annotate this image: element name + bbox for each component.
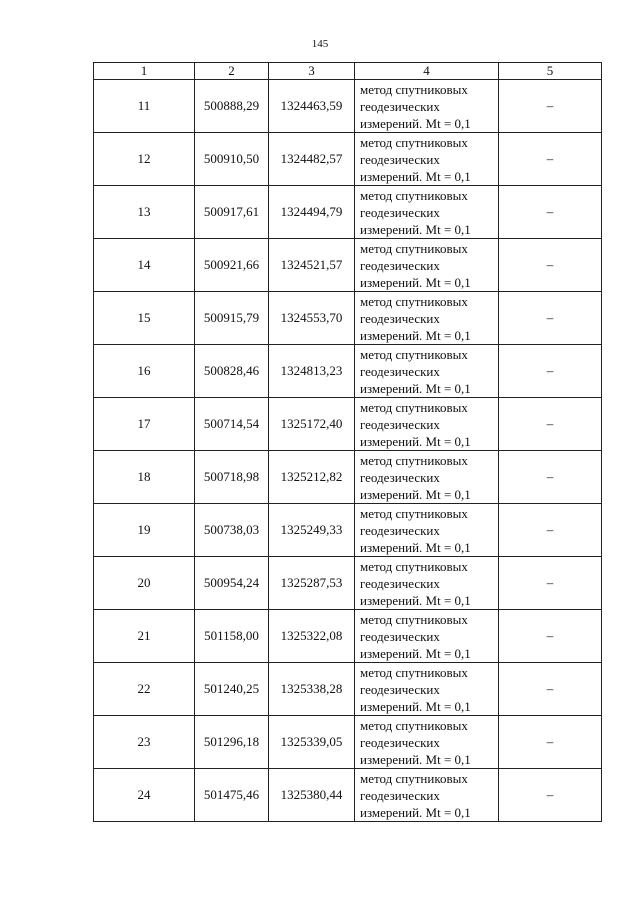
- method-line: измерений. Mt = 0,1: [360, 592, 471, 608]
- point-number-cell: 16: [94, 345, 195, 398]
- method-cell: [355, 716, 499, 769]
- header-cell-2: 2: [195, 63, 269, 80]
- method-cell: [355, 610, 499, 663]
- coordinates-table: [93, 62, 602, 822]
- method-line: измерений. Mt = 0,1: [360, 327, 471, 343]
- x-coordinate-cell: 500954,24: [195, 557, 269, 610]
- method-line: метод спутниковых: [360, 240, 468, 256]
- y-coordinate-cell: 1325212,82: [269, 451, 355, 504]
- method-cell: [355, 504, 499, 557]
- method-line: измерений. Mt = 0,1: [360, 645, 471, 661]
- point-number-cell: 21: [94, 610, 195, 663]
- note-cell: –: [499, 133, 602, 186]
- method-line: измерений. Mt = 0,1: [360, 168, 471, 184]
- method-line: геодезических: [360, 787, 440, 803]
- note-cell: –: [499, 557, 602, 610]
- note-cell: –: [499, 292, 602, 345]
- x-coordinate-cell: 500828,46: [195, 345, 269, 398]
- table-row: [94, 451, 602, 504]
- method-line: измерений. Mt = 0,1: [360, 539, 471, 555]
- x-coordinate-cell: 500917,61: [195, 186, 269, 239]
- method-line: геодезических: [360, 204, 440, 220]
- method-line: метод спутниковых: [360, 452, 468, 468]
- y-coordinate-cell: 1324521,57: [269, 239, 355, 292]
- method-line: измерений. Mt = 0,1: [360, 486, 471, 502]
- method-cell: [355, 663, 499, 716]
- method-line: измерений. Mt = 0,1: [360, 698, 471, 714]
- point-number-cell: 17: [94, 398, 195, 451]
- y-coordinate-cell: 1325287,53: [269, 557, 355, 610]
- method-line: геодезических: [360, 257, 440, 273]
- header-cell-1: 1: [94, 63, 195, 80]
- method-line: метод спутниковых: [360, 346, 468, 362]
- method-cell: [355, 345, 499, 398]
- x-coordinate-cell: 500738,03: [195, 504, 269, 557]
- note-cell: –: [499, 716, 602, 769]
- note-cell: –: [499, 186, 602, 239]
- table-row: [94, 345, 602, 398]
- y-coordinate-cell: 1324813,23: [269, 345, 355, 398]
- x-coordinate-cell: 500915,79: [195, 292, 269, 345]
- y-coordinate-cell: 1325249,33: [269, 504, 355, 557]
- header-cell-5: 5: [499, 63, 602, 80]
- method-cell: [355, 398, 499, 451]
- method-line: метод спутниковых: [360, 81, 468, 97]
- point-number-cell: 23: [94, 716, 195, 769]
- method-line: геодезических: [360, 363, 440, 379]
- method-line: метод спутниковых: [360, 770, 468, 786]
- method-line: метод спутниковых: [360, 558, 468, 574]
- method-line: измерений. Mt = 0,1: [360, 380, 471, 396]
- method-cell: [355, 239, 499, 292]
- x-coordinate-cell: 501240,25: [195, 663, 269, 716]
- method-line: геодезических: [360, 469, 440, 485]
- table-row: [94, 504, 602, 557]
- y-coordinate-cell: 1324553,70: [269, 292, 355, 345]
- table-body: [94, 80, 602, 822]
- method-line: измерений. Mt = 0,1: [360, 751, 471, 767]
- note-cell: –: [499, 345, 602, 398]
- note-cell: –: [499, 398, 602, 451]
- method-line: геодезических: [360, 628, 440, 644]
- method-cell: [355, 80, 499, 133]
- method-line: геодезических: [360, 416, 440, 432]
- point-number-cell: 22: [94, 663, 195, 716]
- x-coordinate-cell: 500718,98: [195, 451, 269, 504]
- y-coordinate-cell: 1325338,28: [269, 663, 355, 716]
- method-line: измерений. Mt = 0,1: [360, 221, 471, 237]
- method-line: геодезических: [360, 522, 440, 538]
- table-row: [94, 769, 602, 822]
- table-row: [94, 186, 602, 239]
- method-cell: [355, 557, 499, 610]
- method-line: метод спутниковых: [360, 664, 468, 680]
- method-line: геодезических: [360, 575, 440, 591]
- point-number-cell: 20: [94, 557, 195, 610]
- point-number-cell: 15: [94, 292, 195, 345]
- method-line: геодезических: [360, 734, 440, 750]
- point-number-cell: 11: [94, 80, 195, 133]
- method-line: метод спутниковых: [360, 293, 468, 309]
- x-coordinate-cell: 500888,29: [195, 80, 269, 133]
- table-header-row: [94, 63, 602, 80]
- table-row: [94, 716, 602, 769]
- method-cell: [355, 451, 499, 504]
- table-row: [94, 557, 602, 610]
- note-cell: –: [499, 769, 602, 822]
- method-line: метод спутниковых: [360, 717, 468, 733]
- x-coordinate-cell: 500921,66: [195, 239, 269, 292]
- method-line: измерений. Mt = 0,1: [360, 274, 471, 290]
- method-line: геодезических: [360, 151, 440, 167]
- x-coordinate-cell: 501158,00: [195, 610, 269, 663]
- method-line: измерений. Mt = 0,1: [360, 804, 471, 820]
- x-coordinate-cell: 501475,46: [195, 769, 269, 822]
- method-cell: [355, 769, 499, 822]
- method-line: измерений. Mt = 0,1: [360, 433, 471, 449]
- method-cell: [355, 186, 499, 239]
- method-line: геодезических: [360, 98, 440, 114]
- table-row: [94, 663, 602, 716]
- table-row: [94, 239, 602, 292]
- y-coordinate-cell: 1324463,59: [269, 80, 355, 133]
- table-row: [94, 398, 602, 451]
- page-number: 145: [311, 38, 329, 50]
- method-cell: [355, 292, 499, 345]
- table-row: [94, 292, 602, 345]
- note-cell: –: [499, 504, 602, 557]
- point-number-cell: 19: [94, 504, 195, 557]
- table-row: [94, 610, 602, 663]
- note-cell: –: [499, 239, 602, 292]
- x-coordinate-cell: 501296,18: [195, 716, 269, 769]
- note-cell: –: [499, 451, 602, 504]
- header-cell-4: 4: [355, 63, 499, 80]
- y-coordinate-cell: 1324482,57: [269, 133, 355, 186]
- note-cell: –: [499, 610, 602, 663]
- method-cell: [355, 133, 499, 186]
- y-coordinate-cell: 1324494,79: [269, 186, 355, 239]
- x-coordinate-cell: 500714,54: [195, 398, 269, 451]
- point-number-cell: 12: [94, 133, 195, 186]
- point-number-cell: 14: [94, 239, 195, 292]
- x-coordinate-cell: 500910,50: [195, 133, 269, 186]
- table-row: [94, 80, 602, 133]
- method-line: метод спутниковых: [360, 611, 468, 627]
- point-number-cell: 24: [94, 769, 195, 822]
- note-cell: –: [499, 80, 602, 133]
- y-coordinate-cell: 1325322,08: [269, 610, 355, 663]
- method-line: метод спутниковых: [360, 134, 468, 150]
- method-line: геодезических: [360, 310, 440, 326]
- method-line: метод спутниковых: [360, 505, 468, 521]
- table-row: [94, 133, 602, 186]
- y-coordinate-cell: 1325380,44: [269, 769, 355, 822]
- note-cell: –: [499, 663, 602, 716]
- header-cell-3: 3: [269, 63, 355, 80]
- method-line: геодезических: [360, 681, 440, 697]
- y-coordinate-cell: 1325172,40: [269, 398, 355, 451]
- point-number-cell: 18: [94, 451, 195, 504]
- point-number-cell: 13: [94, 186, 195, 239]
- method-line: измерений. Mt = 0,1: [360, 115, 471, 131]
- y-coordinate-cell: 1325339,05: [269, 716, 355, 769]
- method-line: метод спутниковых: [360, 187, 468, 203]
- method-line: метод спутниковых: [360, 399, 468, 415]
